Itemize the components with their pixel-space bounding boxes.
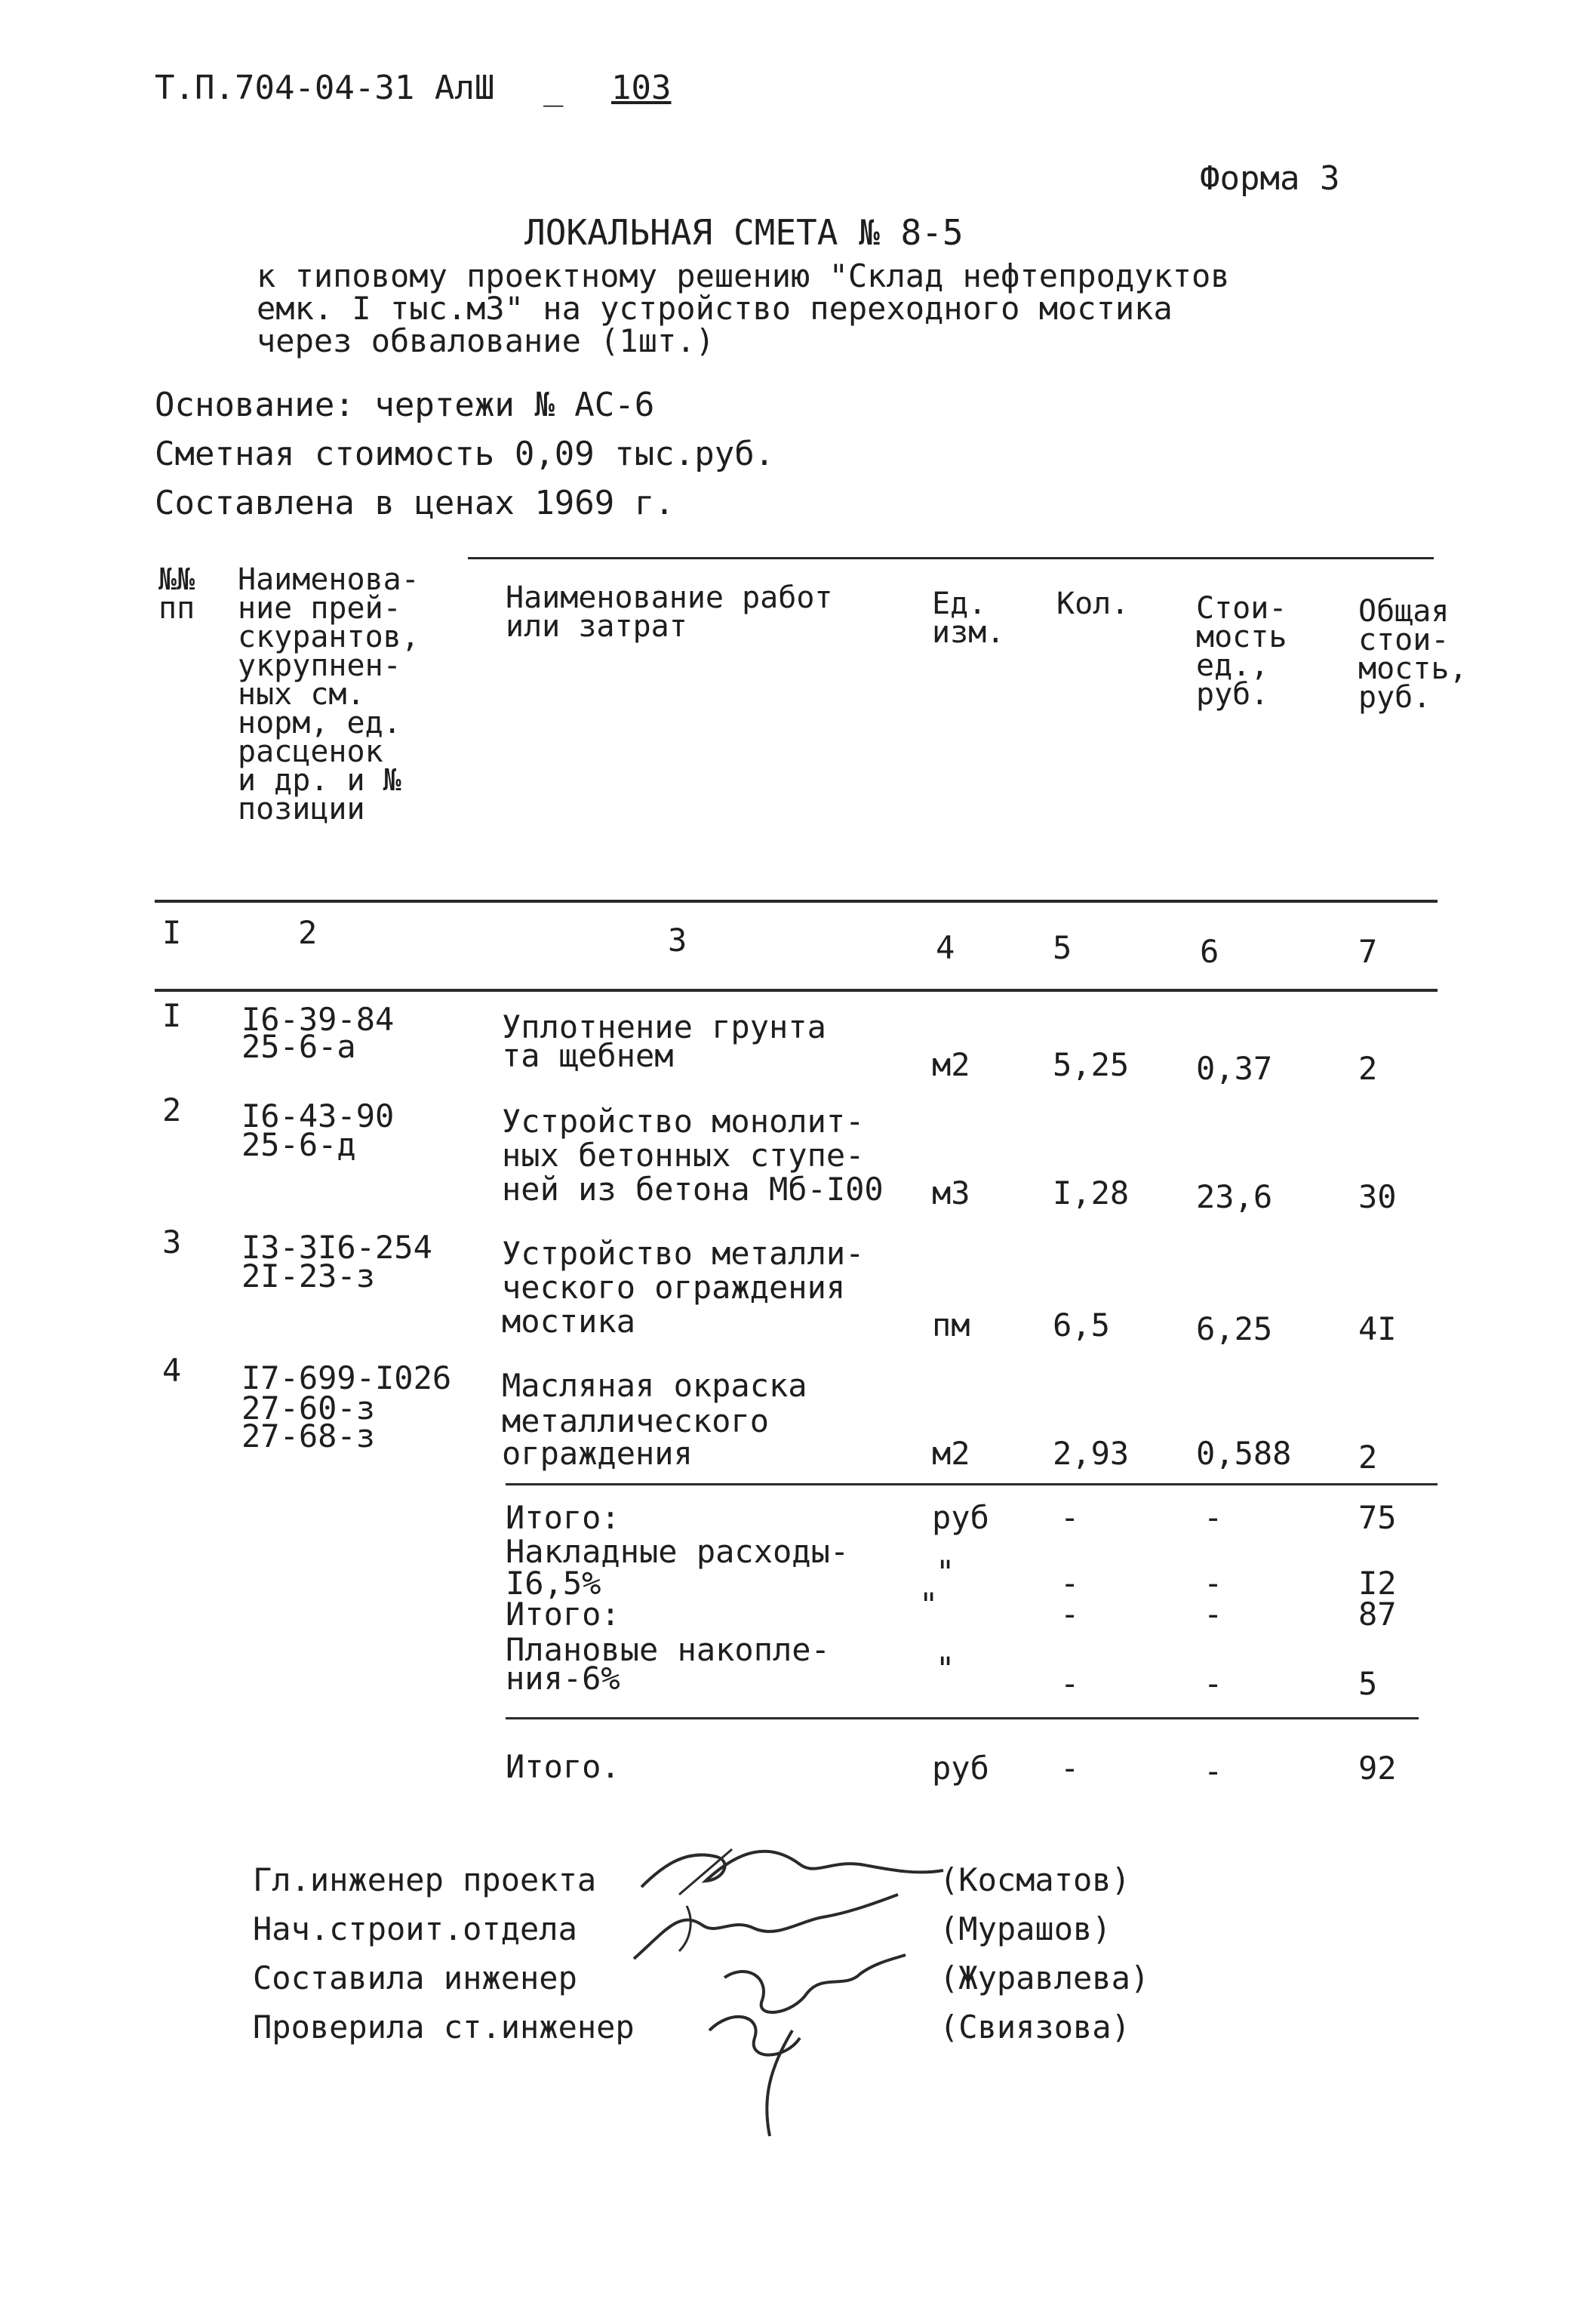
row1-name-line1: Уплотнение грунта — [502, 1008, 826, 1045]
row4-unit: м2 — [932, 1435, 970, 1472]
header-col7-line1: Общая — [1358, 594, 1450, 629]
document-code: Т.П.704-04-31 АлШ — [155, 69, 495, 107]
signature-name-chief-engineer: (Косматов) — [939, 1861, 1130, 1898]
summary-subtotal-qty: - — [1060, 1499, 1080, 1536]
summary-overhead-rate: I6,5% — [506, 1565, 601, 1602]
signature-name-compiler: (Журавлева) — [939, 1959, 1150, 1996]
column-number-7: 7 — [1358, 933, 1378, 970]
subtitle-line-3: через обвалование (1шт.) — [257, 322, 715, 359]
row3-qty: 6,5 — [1053, 1307, 1110, 1344]
row4-code-line3: 27-68-з — [241, 1418, 376, 1455]
header-col2-line4: укрупнен- — [238, 648, 401, 683]
basis-line: Основание: чертежи № АС-6 — [155, 386, 655, 424]
header-col6-line4: руб. — [1196, 677, 1269, 712]
row1-code-line1: I6-39-84 — [241, 1001, 395, 1038]
header-col7-line4: руб. — [1358, 680, 1431, 715]
header-col2-line3: скурантов, — [238, 620, 420, 654]
summary-overhead-qty: - — [1060, 1565, 1080, 1602]
column-number-4: 4 — [936, 929, 955, 966]
row1-name-line2: та щебнем — [502, 1037, 674, 1074]
row4-price: 0,588 — [1196, 1435, 1292, 1472]
summary-overhead-label: Накладные расходы- — [506, 1533, 850, 1570]
page-number: 103 — [611, 69, 672, 107]
summary-savings-price: - — [1204, 1665, 1223, 1702]
row3-number: 3 — [162, 1224, 182, 1261]
row3-code-line1: I3-3I6-254 — [241, 1229, 432, 1266]
signature-role-checker: Проверила ст.инженер — [253, 2009, 635, 2046]
header-col6-line1: Стои- — [1196, 591, 1287, 626]
row3-name-line1: Устройство металли- — [502, 1235, 865, 1272]
form-label: Форма 3 — [1200, 159, 1340, 198]
row2-number: 2 — [162, 1091, 182, 1128]
subtitle-line-1: к типовому проектному решению "Склад нефтепродуктов — [257, 257, 1230, 294]
signature-role-compiler: Составила инженер — [253, 1959, 577, 1996]
signature-role-construction-head: Нач.строит.отдела — [253, 1910, 577, 1947]
header-col2-line9: позиции — [238, 792, 365, 827]
signature-role-chief-engineer: Гл.инженер проекта — [253, 1861, 597, 1898]
grand-total-unit: руб — [932, 1750, 989, 1787]
header-col2-line8: и др. и № — [238, 763, 401, 798]
header-col2-line7: расценок — [238, 734, 383, 769]
summary-subtotal2-price: - — [1204, 1596, 1223, 1633]
header-col4-line1: Ед. — [932, 586, 987, 621]
header-col6-line2: мость — [1196, 620, 1287, 654]
row4-code-line2: 27-60-з — [241, 1390, 376, 1427]
row2-price: 23,6 — [1196, 1178, 1273, 1215]
header-col2-line6: норм, ед. — [238, 706, 401, 740]
row2-name-line1: Устройство монолит- — [502, 1103, 865, 1140]
header-col1-line2: пп — [158, 591, 195, 626]
row4-number: 4 — [162, 1352, 182, 1389]
row2-code-line2: 25-6-д — [241, 1126, 356, 1163]
row1-price: 0,37 — [1196, 1050, 1273, 1087]
row1-code-line2: 25-6-а — [241, 1028, 356, 1065]
row3-code-line2: 2I-23-з — [241, 1258, 376, 1294]
header-col1-line1: №№ — [158, 562, 195, 597]
row3-unit: пм — [932, 1307, 970, 1344]
summary-bottom-rule — [506, 1717, 1419, 1719]
header-col7-line2: стои- — [1358, 623, 1450, 657]
column-number-2: 2 — [298, 914, 318, 951]
row2-total: 30 — [1358, 1178, 1397, 1215]
row3-name-line3: мостика — [502, 1303, 636, 1340]
document-title: ЛОКАЛЬНАЯ СМЕТА № 8-5 — [524, 212, 964, 253]
column-number-1: I — [162, 914, 182, 951]
prices-line: Составлена в ценах 1969 г. — [155, 484, 675, 522]
items-bottom-rule — [506, 1483, 1438, 1485]
row2-name-line3: ней из бетона Мб-I00 — [502, 1171, 884, 1208]
subtitle-line-2: емк. I тыс.м3" на устройство переходного мостика — [257, 290, 1173, 327]
grand-total-price: - — [1204, 1753, 1223, 1790]
header-col2-line2: ние прей- — [238, 591, 401, 626]
table-top-rule — [468, 557, 1434, 559]
row4-total: 2 — [1358, 1439, 1378, 1476]
column-number-6: 6 — [1200, 933, 1219, 970]
summary-overhead-total: I2 — [1358, 1565, 1397, 1602]
grand-total-value: 92 — [1358, 1750, 1397, 1787]
summary-subtotal2-unit: " — [919, 1586, 939, 1623]
grand-total-label: Итого. — [506, 1748, 620, 1785]
header-col2-line5: ных см. — [238, 677, 365, 712]
page-dash: _ — [543, 69, 564, 107]
estimated-cost-line: Сметная стоимость 0,09 тыс.руб. — [155, 435, 775, 473]
column-number-5: 5 — [1053, 929, 1072, 966]
summary-overhead-unit: " — [936, 1553, 955, 1590]
row3-price: 6,25 — [1196, 1310, 1273, 1347]
row1-qty: 5,25 — [1053, 1046, 1130, 1083]
column-numbers-rule — [155, 989, 1438, 992]
row4-qty: 2,93 — [1053, 1435, 1130, 1472]
summary-subtotal2-label: Итого: — [506, 1596, 620, 1633]
handwritten-signature-3 — [679, 1947, 921, 2144]
row1-unit: м2 — [932, 1046, 970, 1083]
column-number-3: 3 — [668, 922, 687, 959]
row4-code-line1: I7-699-I026 — [241, 1359, 452, 1396]
row2-qty: I,28 — [1053, 1174, 1130, 1211]
summary-savings-total: 5 — [1358, 1665, 1378, 1702]
signature-name-construction-head: (Мурашов) — [939, 1910, 1112, 1947]
header-bottom-rule — [155, 900, 1438, 903]
summary-savings-label: Плановые накопле- — [506, 1631, 830, 1668]
row4-name-line3: ограждения — [502, 1435, 693, 1472]
summary-subtotal2-qty: - — [1060, 1596, 1080, 1633]
row1-total: 2 — [1358, 1050, 1378, 1087]
header-col5-line1: Кол. — [1056, 586, 1130, 621]
header-col6-line3: ед., — [1196, 648, 1269, 683]
row4-name-line2: металлического — [502, 1402, 770, 1439]
row2-code-line1: I6-43-90 — [241, 1097, 395, 1134]
summary-subtotal-unit: руб — [932, 1499, 989, 1536]
signature-name-checker: (Свиязова) — [939, 2009, 1130, 2046]
summary-subtotal2-total: 87 — [1358, 1596, 1397, 1633]
summary-subtotal-total: 75 — [1358, 1499, 1397, 1536]
grand-total-qty: - — [1060, 1750, 1080, 1787]
header-col7-line3: мость, — [1358, 651, 1468, 686]
summary-overhead-price: - — [1204, 1565, 1223, 1602]
row3-name-line2: ческого ограждения — [502, 1269, 846, 1306]
header-col2-line1: Наименова- — [238, 562, 420, 597]
row2-name-line2: ных бетонных ступе- — [502, 1137, 865, 1174]
summary-savings-rate: ния-6% — [506, 1660, 620, 1697]
summary-savings-unit: " — [936, 1650, 955, 1687]
row3-total: 4I — [1358, 1310, 1397, 1347]
header-col3-line1: Наименование работ — [506, 580, 833, 615]
summary-subtotal-price: - — [1204, 1499, 1223, 1536]
summary-subtotal-label: Итого: — [506, 1499, 620, 1536]
summary-savings-qty: - — [1060, 1665, 1080, 1702]
header-col4-line2: изм. — [932, 615, 1005, 650]
row1-number: I — [162, 997, 182, 1034]
header-col3-line2: или затрат — [506, 609, 687, 644]
row4-name-line1: Масляная окраска — [502, 1367, 807, 1404]
row2-unit: м3 — [932, 1174, 970, 1211]
